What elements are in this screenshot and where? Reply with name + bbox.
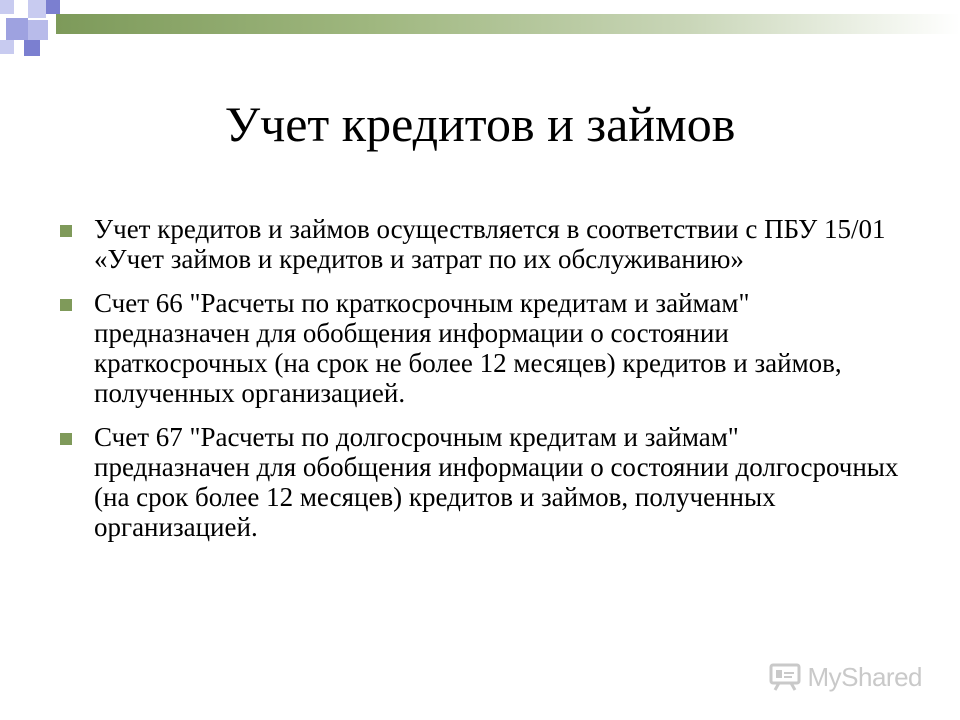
presentation-board-icon — [768, 663, 802, 691]
decor-square — [24, 40, 40, 56]
slide-title: Учет кредитов и займов — [224, 96, 736, 152]
decor-square — [28, 20, 48, 40]
decor-square — [6, 18, 28, 40]
decor-square — [28, 0, 46, 18]
bullet-item — [60, 422, 900, 542]
decor-square — [14, 0, 28, 14]
bullet-text: Счет 66 "Расчеты по краткосрочным кредитам и займам" предназначен для обобщения информации о состоянии краткосрочных (на срок не более 12 месяцев) кредитов и займов, полученных организацией. — [94, 288, 842, 408]
header-stripe — [56, 14, 960, 34]
bullet-text: Счет 67 "Расчеты по долгосрочным кредитам и займам" предназначен для обобщения информации о состоянии долгосрочных (на срок более 12 месяцев) кредитов и займов, полученных организацией. — [94, 422, 899, 542]
bullet-square-icon — [60, 225, 72, 237]
bullet-list — [60, 214, 900, 556]
bullet-item — [60, 214, 900, 274]
decor-square — [46, 0, 60, 14]
decor-square — [0, 40, 14, 54]
bullet-item — [60, 288, 900, 408]
bullet-text: Учет кредитов и займов осуществляется в соответствии с ПБУ 15/01 «Учет займов и кредитов и затрат по их обслуживанию» — [94, 214, 886, 274]
watermark — [768, 662, 923, 692]
decor-square — [0, 0, 14, 14]
bullet-square-icon — [60, 433, 72, 445]
bullet-square-icon — [60, 299, 72, 311]
watermark-text: MyShared — [807, 661, 922, 692]
